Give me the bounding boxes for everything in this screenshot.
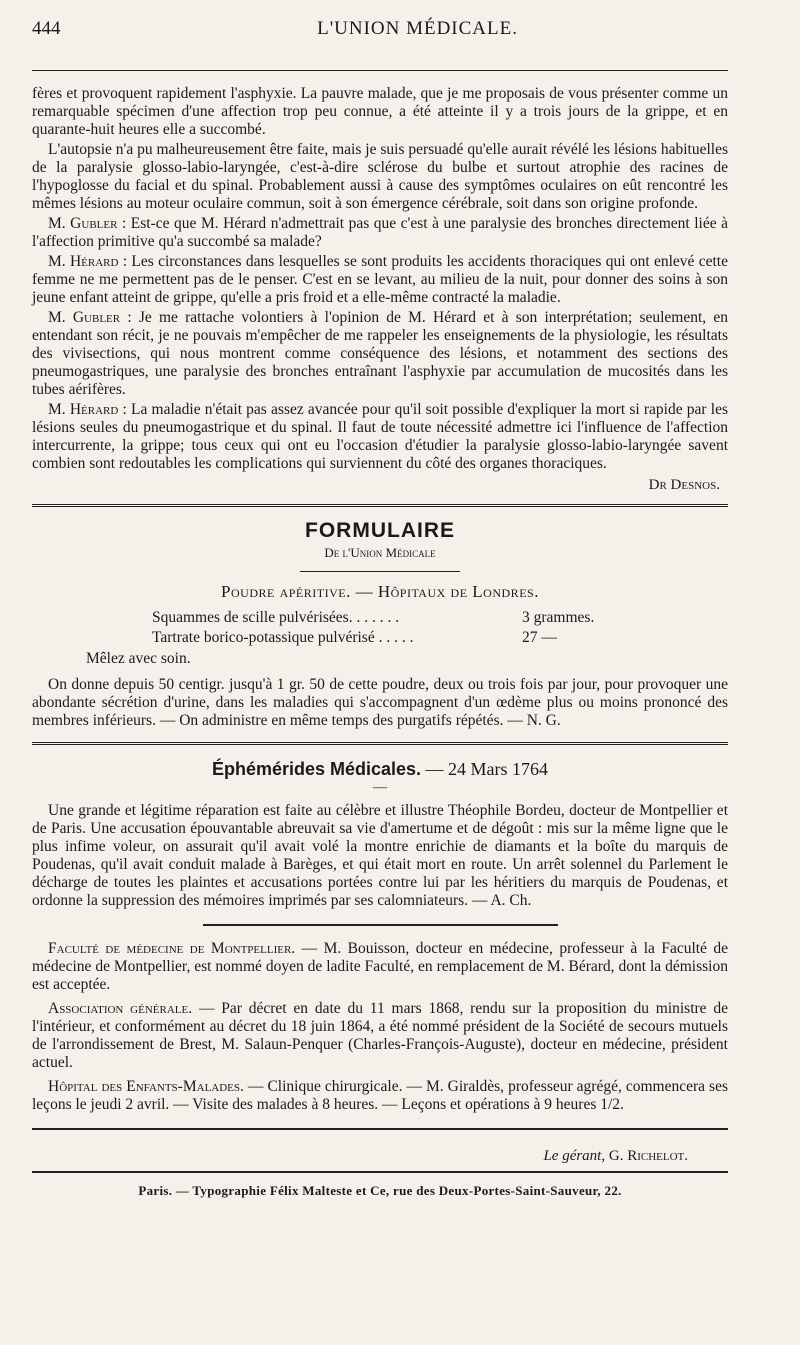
ephemerides-heading: Éphémérides Médicales.	[211, 759, 422, 779]
speech-text: Je me rattache volontiers à l'opinion de M. Hérard et à son interprétation; seulement, en entendant son récit, je ne pouvais m'empêcher de me rappeler les enseignements de la physiologie, les résultats des vivisections, qui nous montrent comme conséquence des lésions, et notamment des sections des pneumogastriques, une paralysie des bronches entraînant l'asphyxie par accumulation de mucosités dans les tubes aérifères.	[32, 309, 729, 398]
paragraph	[32, 401, 728, 473]
news-item	[32, 1000, 728, 1072]
ingredient-name: Squammes de scille pulvérisées. . . . . . .	[152, 609, 400, 626]
section-subtitle: De l'Union Médicale	[324, 545, 436, 560]
ephemerides-title	[32, 759, 728, 780]
speaker-name: M. Gubler :	[48, 309, 132, 326]
section-divider	[32, 742, 728, 745]
news-item	[32, 1078, 728, 1114]
paragraph: fères et provoquent rapidement l'asphyxie. La pauvre malade, que je me proposais de vous présenter comme un remarquable spécimen d'une affection trop peu connue, a été atteinte il y a trois jours de la grippe, et en quarante-huit heures elle a succombé.	[32, 85, 728, 138]
footer-rule	[32, 1128, 728, 1130]
speech-text: La maladie n'était pas assez avancée pour qu'il soit possible d'expliquer la mort si rapide par les lésions seules du pneumogastrique et du spinal. Il faut de toute nécessité admettre ici l'influence de l'affection intercurrente, la grippe; tous ceux qui ont eu l'occasion d'étudier la paralysie glosso-labio-laryngée savent combien sont redoutables les complications qui surviennent du côté des organes thoraciques.	[32, 401, 728, 472]
page-number: 444	[32, 18, 61, 39]
running-title: L'UNION MÉDICALE.	[317, 18, 518, 39]
paragraph: L'autopsie n'a pu malheureusement être faite, mais je suis persuadé qu'elle aurait révélé les lésions habituelles de la paralysie glosso-labio-laryngée, c'est-à-dire sclérose du bulbe et surtout atrophie des racines de l'hypoglosse du facial et du spinal. Probablement aussi à cause des symptômes oculaires on eût rencontré les mêmes lésions au moteur oculaire commun, soit à son émergence cérébrale, soit dans son origine profonde.	[32, 141, 728, 212]
ingredient-quantity: 3 grammes.	[522, 609, 595, 626]
ingredient-list	[152, 608, 728, 648]
speech-text: Est-ce que M. Hérard n'admettrait pas que c'est à une paralysie des bronches directement liée à l'affection primitive qu'a succombé sa malade?	[32, 215, 728, 250]
ingredient-name: Tartrate borico-potassique pulvérisé . . . . .	[152, 629, 414, 646]
news-text: — M. Bouisson, docteur en médecine, professeur à la Faculté de médecine de Montpellier, est nommé doyen de ladite Faculté, en remplacement de M. Bérard, dont la démission est acceptée.	[32, 940, 729, 993]
news-text: — Clinique chirurgicale. — M. Giraldès, professeur agrégé, commencera ses leçons le jeudi 2 avril. — Visite des malades à 8 heures. — Leçons et opérations à 9 heures 1/2.	[32, 1078, 728, 1113]
ephemerides-text: Une grande et légitime réparation est faite au célèbre et illustre Théophile Bordeu, docteur de Montpellier et de Paris. Une accusation épouvantable abreuvait sa vie d'amertume et de dégoût : mis sur la même ligne que le plus infime voleur, on assurait qu'il avait volé la montre enrichie de diamants et la boîte du marquis de Poudenas, qu'il avait conduit malade à Barèges, et qui était mort en route. Un arrêt solennel du Parlement le décharge de toutes les plaintes et accusations portées contre lui par les héritiers du marquis de Poudenas, et ordonne la suppression des mémoires imprimés par ses calomniateurs. — A. Ch.	[32, 802, 728, 909]
ingredient-row	[152, 608, 728, 628]
section-divider	[32, 504, 728, 507]
news-heading: Hôpital des Enfants-Malades.	[48, 1078, 244, 1095]
author-signature: Dr Desnos.	[648, 477, 720, 493]
gerant-label: Le gérant,	[543, 1148, 606, 1164]
news-heading: Faculté de médecine de Montpellier.	[48, 940, 296, 957]
short-divider	[203, 924, 558, 926]
paragraph	[32, 215, 728, 251]
ephemerides-dash: —	[373, 780, 387, 795]
gerant-line	[32, 1148, 728, 1165]
news-text: — Par décret en date du 11 mars 1868, rendu sur la proposition du ministre de l'intérieur, et conformément au décret du 18 juin 1864, a été nommé président de la Société de secours mutuels de l'arrondissement de Brest, M. Salaun-Penquer (Charles-François-Auguste), docteur en médecine, président actuel.	[32, 1000, 729, 1071]
speaker-name: M. Hérard :	[48, 253, 128, 270]
gerant-name: G. Richelot.	[608, 1148, 688, 1164]
short-divider	[300, 571, 460, 572]
formulaire-section	[32, 519, 728, 730]
ephemerides-date: — 24 Mars 1764	[425, 759, 549, 779]
news-heading: Association générale.	[48, 1000, 193, 1017]
mix-instruction: Mêlez avec soin.	[86, 650, 191, 667]
recipe-title: Poudre apéritive. — Hôpitaux de Londres.	[221, 582, 539, 601]
dosage-instructions: On donne depuis 50 centigr. jusqu'à 1 gr. 50 de cette poudre, deux ou trois fois par jour, pour provoquer une abondante sécrétion d'urine, dans les maladies qui s'accompagnent d'un œdème plus ou moins prononcé des membres inférieurs. — On administre en même temps des purgatifs répétés. — N. G.	[32, 676, 728, 729]
speaker-name: M. Hérard :	[48, 401, 127, 418]
page-header	[32, 0, 728, 44]
printer-imprint: Paris. — Typographie Félix Malteste et Ce, rue des Deux-Portes-Saint-Sauveur, 22.	[138, 1183, 622, 1198]
society-discussion	[32, 85, 728, 494]
news-section	[32, 940, 728, 1114]
ingredient-row	[152, 628, 728, 648]
header-rule	[32, 70, 728, 71]
section-title: FORMULAIRE	[305, 519, 455, 542]
ingredient-quantity: 27 —	[522, 629, 557, 646]
ephemerides-section	[32, 759, 728, 910]
speaker-name: M. Gubler :	[48, 215, 127, 232]
news-item	[32, 940, 728, 994]
speech-text: Les circonstances dans lesquelles se sont produits les accidents thoraciques qui ont enlevé cette femme ne me permettent pas de le penser. C'est en se levant, au milieu de la nuit, pour donner des soins à son jeune enfant atteint de grippe, qu'elle a pris froid et a elle-même contracté la maladie.	[32, 253, 728, 306]
paragraph	[32, 309, 728, 399]
paragraph	[32, 253, 728, 307]
footer-rule	[32, 1171, 728, 1173]
